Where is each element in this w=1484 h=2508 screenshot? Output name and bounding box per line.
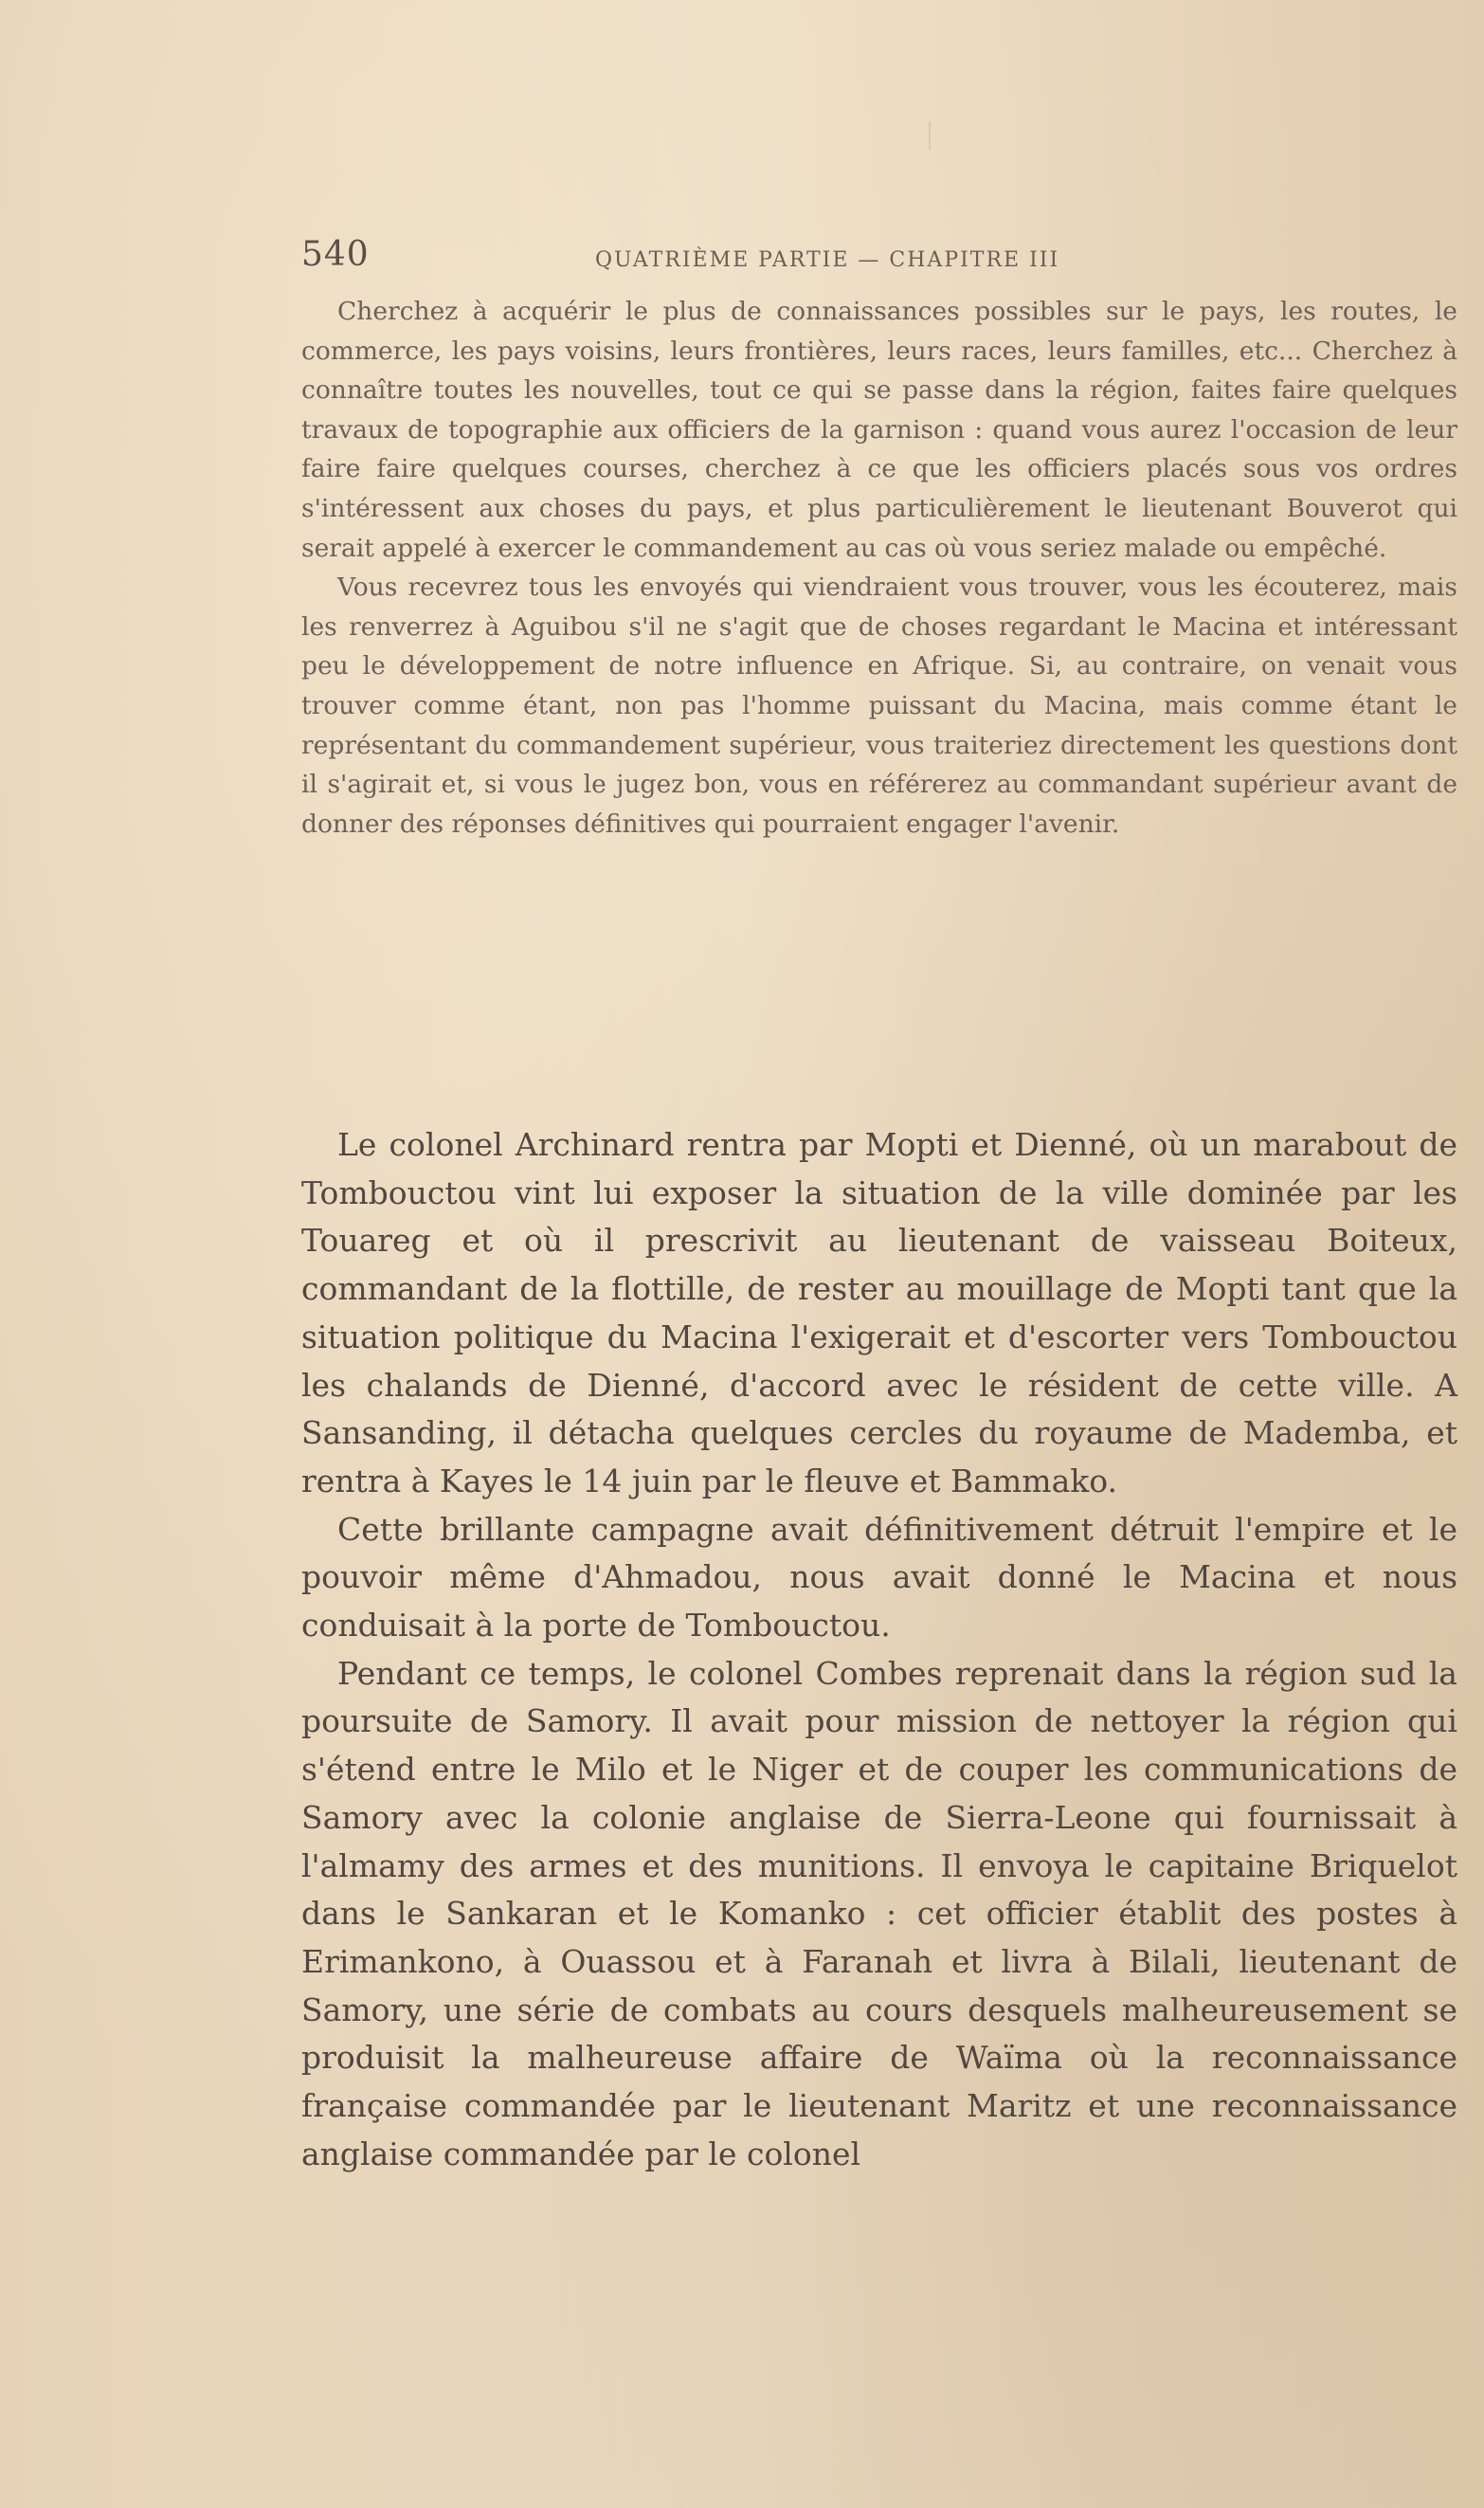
quoted-paragraph: Vous recevrez tous les envoyés qui viendraient vous trouver, vous les écouterez, mais les renverrez à Aguibou s'il ne s'agit que de choses regardant le Macina et intéressant peu le développement de notre influence en Afrique. Si, au contraire, on venait vous trouver comme étant, non pas l'homme puissant du Macina, mais comme étant le représentant du commandement supérieur, vous traiteriez directement les questions dont il s'agirait et, si vous le jugez bon, vous en référerez au commandant supérieur avant de donner des réponses définitives qui pourraient engager l'avenir.	[301, 572, 1457, 839]
running-head: QUATRIÈME PARTIE — CHAPITRE III	[595, 248, 1060, 272]
narrative-paragraph: Cette brillante campagne avait définitivement détruit l'empire et le pouvoir même d'Ahmadou, nous avait donné le Macina et nous conduisait à la porte de Tombouctou.	[301, 1510, 1457, 1645]
page-header	[301, 235, 1467, 277]
paper-blemish	[929, 121, 931, 150]
narrative-text	[301, 1121, 1457, 2178]
quoted-instructions	[301, 292, 1457, 844]
narrative-paragraph: Le colonel Archinard rentra par Mopti et Dienné, où un marabout de Tombouctou vint lui exposer la situation de la ville dominée par les Touareg et où il prescrivit au lieutenant de vaisseau Boiteux, commandant de la flottille, de rester au mouillage de Mopti tant que la situation politique du Macina l'exigerait et d'escorter vers Tombouctou les chalands de Dienné, d'accord avec le résident de cette ville. A Sansanding, il détacha quelques cercles du royaume de Mademba, et rentra à Kayes le 14 juin par le fleuve et Bammako.	[301, 1126, 1457, 1499]
page-number: 540	[301, 235, 370, 274]
narrative-paragraph: Pendant ce temps, le colonel Combes reprenait dans la région sud la poursuite de Samory. Il avait pour mission de nettoyer la région qui s'étend entre le Milo et le Niger et de couper les communications de Samory avec la colonie anglaise de Sierra-Leone qui fournissait à l'almamy des armes et des munitions. Il envoya le capitaine Briquelot dans le Sankaran et le Komanko : cet officier établit des postes à Erimankono, à Ouassou et à Faranah et livra à Bilali, lieutenant de Samory, une série de combats au cours desquels malheureusement se produisit la malheureuse affaire de Waïma où la reconnaissance française commandée par le lieutenant Maritz et une reconnaissance anglaise commandée par le colonel	[301, 1654, 1457, 2172]
quoted-paragraph: Cherchez à acquérir le plus de connaissances possibles sur le pays, les routes, le commerce, les pays voisins, leurs frontières, leurs races, leurs familles, etc... Cherchez à connaître toutes les nouvelles, tout ce qui se passe dans la région, faites faire quelques travaux de topographie aux officiers de la garnison : quand vous aurez l'occasion de leur faire faire quelques courses, cherchez à ce que les officiers placés sous vos ordres s'intéressent aux choses du pays, et plus particulièrement le lieutenant Bouverot qui serait appelé à exercer le commandement au cas où vous seriez malade ou empêché.	[301, 297, 1457, 563]
